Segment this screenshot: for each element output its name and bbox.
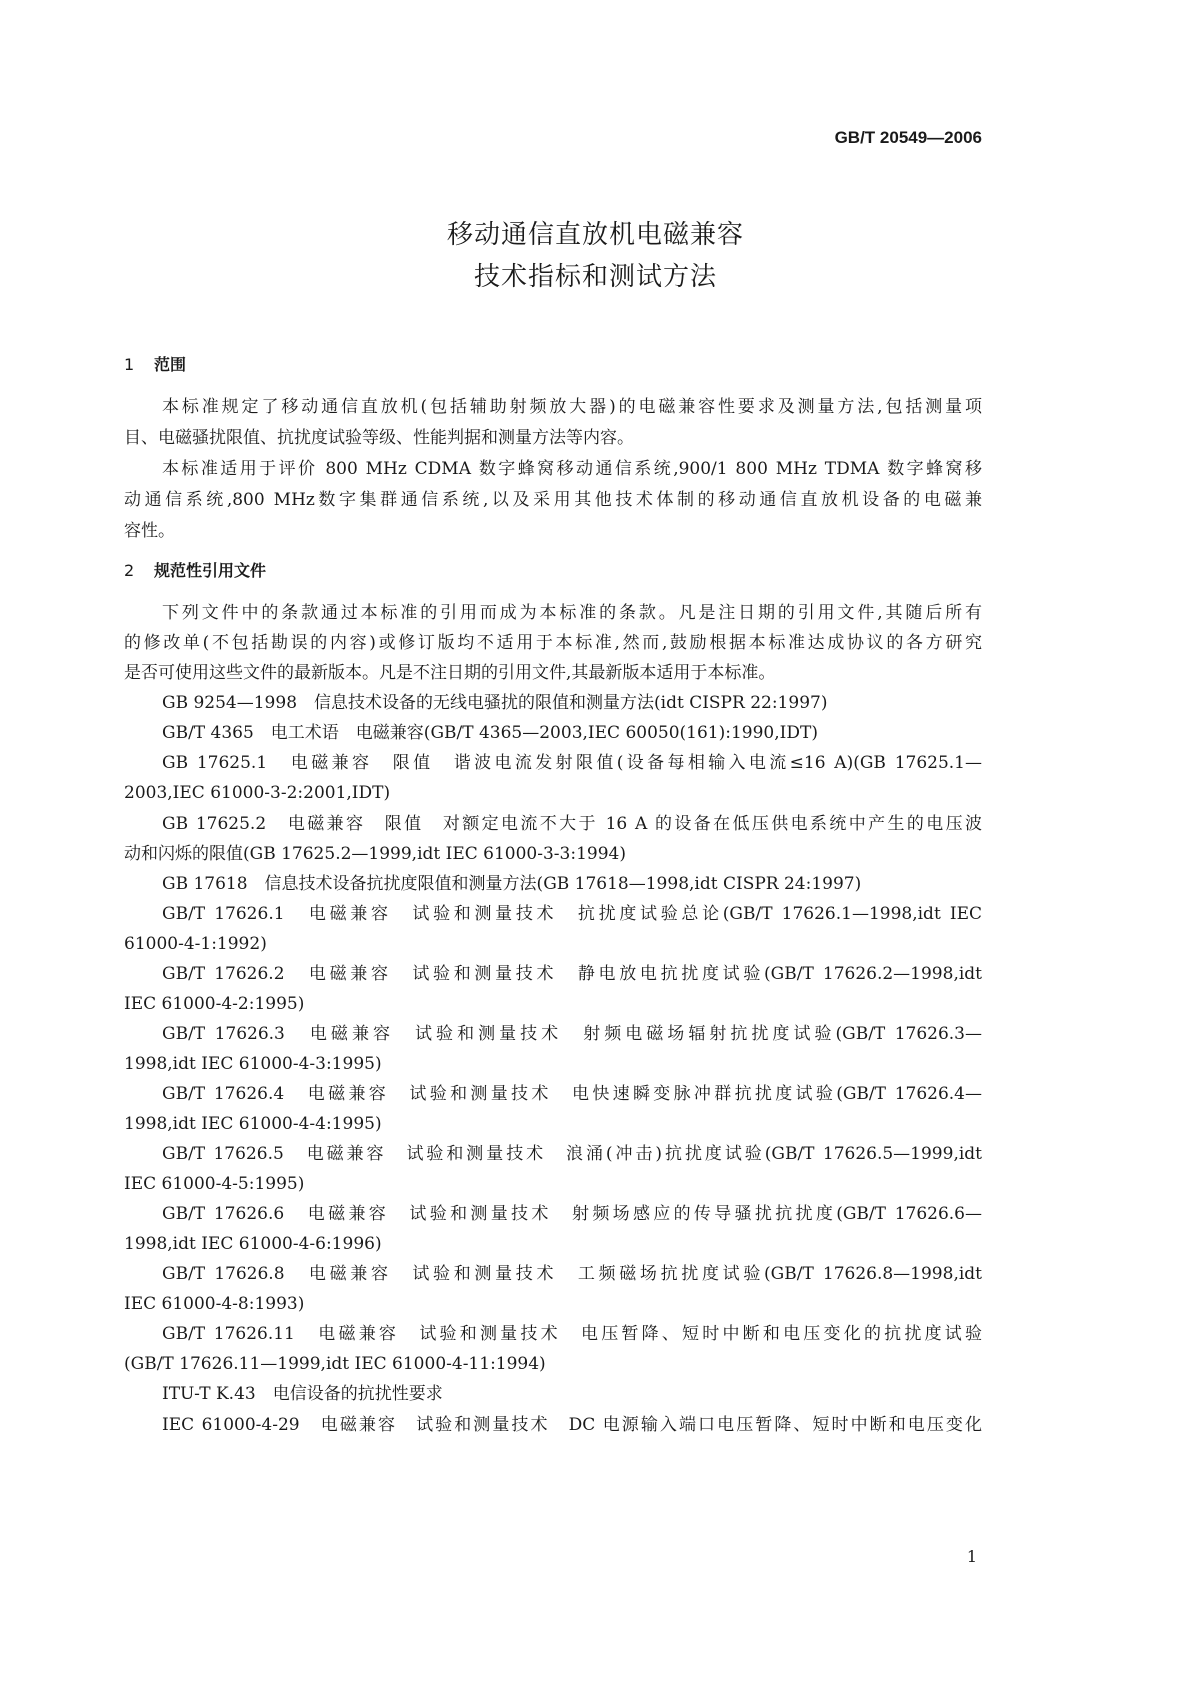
section2-text-line: ITU-T K.43 电信设备的抗扰性要求 [162, 1384, 443, 1404]
section2-text-line: IEC 61000-4-8:1993) [124, 1294, 305, 1314]
section2-text-line: GB 17625.1 电磁兼容 限值 谐波电流发射限值(设备每相输入电流≤16 A)(GB 17625.1— [162, 753, 982, 773]
page-number: 1 [966, 1547, 977, 1566]
section2-text-line: 1998,idt IEC 61000-4-6:1996) [124, 1234, 382, 1254]
section2-text-line: GB/T 17626.11 电磁兼容 试验和测量技术 电压暂降、短时中断和电压变化的抗扰度试验 [162, 1324, 982, 1344]
section2-text-line: GB/T 17626.6 电磁兼容 试验和测量技术 射频场感应的传导骚扰抗扰度(GB/T 17626.6— [162, 1204, 982, 1224]
section2-text-line: GB 17625.2 电磁兼容 限值 对额定电流不大于 16 A 的设备在低压供电系统中产生的电压波 [162, 814, 982, 834]
section-title: 范围 [154, 355, 187, 374]
section1-text-line: 目、电磁骚扰限值、抗扰度试验等级、性能判据和测量方法等内容。 [124, 428, 634, 448]
section2-text-line: IEC 61000-4-29 电磁兼容 试验和测量技术 DC 电源输入端口电压暂降、短时中断和电压变化 [162, 1415, 982, 1435]
section2-text-line: 下列文件中的条款通过本标准的引用而成为本标准的条款。凡是注日期的引用文件,其随后所有 [162, 603, 982, 623]
document-title-line-1: 移动通信直放机电磁兼容 [446, 220, 744, 250]
section-number: 2 [124, 561, 135, 580]
section-title: 规范性引用文件 [154, 561, 267, 580]
section2-text-line: GB/T 17626.5 电磁兼容 试验和测量技术 浪涌(冲击)抗扰度试验(GB/T 17626.5—1999,idt [162, 1144, 982, 1164]
section1-text-line: 容性。 [124, 521, 175, 541]
section-2-heading [124, 558, 266, 581]
section2-text-line: 是否可使用这些文件的最新版本。凡是不注日期的引用文件,其最新版本适用于本标准。 [124, 663, 776, 683]
section2-text-line: (GB/T 17626.11—1999,idt IEC 61000-4-11:1994) [124, 1354, 546, 1374]
section1-text-line: 本标准规定了移动通信直放机(包括辅助射频放大器)的电磁兼容性要求及测量方法,包括测量项 [162, 397, 982, 417]
section2-text-line: IEC 61000-4-5:1995) [124, 1174, 305, 1194]
section2-text-line: 1998,idt IEC 61000-4-4:1995) [124, 1114, 382, 1134]
section-1-heading [124, 352, 186, 375]
section1-text-line: 本标准适用于评价 800 MHz CDMA 数字蜂窝移动通信系统,900/1 800 MHz TDMA 数字蜂窝移 [162, 459, 982, 479]
section2-text-line: 61000-4-1:1992) [124, 934, 267, 954]
section2-text-line: GB/T 4365 电工术语 电磁兼容(GB/T 4365—2003,IEC 60050(161):1990,IDT) [162, 723, 818, 743]
section2-text-line: GB/T 17626.2 电磁兼容 试验和测量技术 静电放电抗扰度试验(GB/T 17626.2—1998,idt [162, 964, 982, 984]
section-number: 1 [124, 355, 135, 374]
section2-text-line: 的修改单(不包括勘误的内容)或修订版均不适用于本标准,然而,鼓励根据本标准达成协议的各方研究 [124, 633, 982, 653]
standard-number: GB/T 20549—2006 [834, 128, 982, 147]
section2-text-line: GB 9254—1998 信息技术设备的无线电骚扰的限值和测量方法(idt CISPR 22:1997) [162, 693, 828, 713]
section2-text-line: 1998,idt IEC 61000-4-3:1995) [124, 1054, 382, 1074]
section2-text-line: GB/T 17626.3 电磁兼容 试验和测量技术 射频电磁场辐射抗扰度试验(GB/T 17626.3— [162, 1024, 982, 1044]
section1-text-line: 动通信系统,800 MHz数字集群通信系统,以及采用其他技术体制的移动通信直放机设备的电磁兼 [124, 490, 982, 510]
section2-text-line: GB/T 17626.8 电磁兼容 试验和测量技术 工频磁场抗扰度试验(GB/T 17626.8—1998,idt [162, 1264, 982, 1284]
section2-text-line: GB/T 17626.4 电磁兼容 试验和测量技术 电快速瞬变脉冲群抗扰度试验(GB/T 17626.4— [162, 1084, 982, 1104]
section2-text-line: 2003,IEC 61000-3-2:2001,IDT) [124, 783, 391, 803]
section2-text-line: GB 17618 信息技术设备抗扰度限值和测量方法(GB 17618—1998,idt CISPR 24:1997) [162, 874, 862, 894]
document-title-line-2: 技术指标和测试方法 [473, 262, 717, 292]
section2-text-line: 动和闪烁的限值(GB 17625.2—1999,idt IEC 61000-3-3:1994) [124, 844, 626, 864]
section2-text-line: IEC 61000-4-2:1995) [124, 994, 305, 1014]
section2-text-line: GB/T 17626.1 电磁兼容 试验和测量技术 抗扰度试验总论(GB/T 17626.1—1998,idt IEC [162, 904, 982, 924]
